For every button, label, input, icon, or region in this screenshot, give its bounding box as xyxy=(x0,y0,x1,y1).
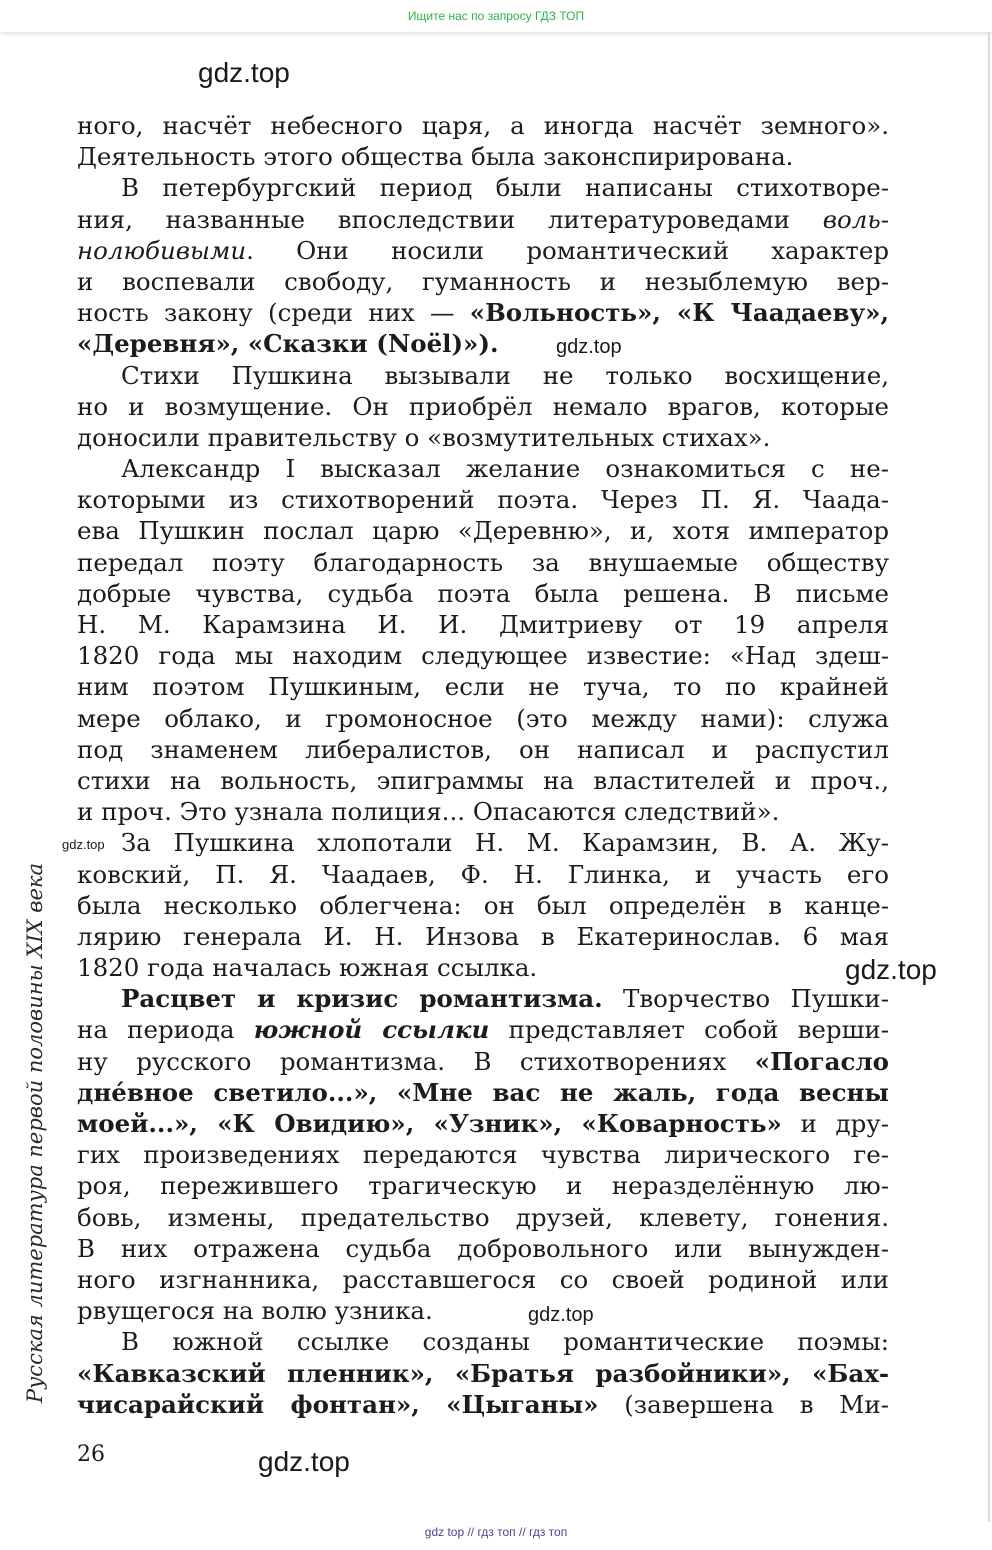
text-line: Расцвет и кризис романтизма. Творчество Пушки- xyxy=(121,984,889,1014)
text-line: на периода южной ссылки представляет собой верши- xyxy=(77,1015,889,1045)
text-line: 1820 года мы находим следующее известие: «Над здеш- xyxy=(77,641,889,671)
text-line: ева Пушкин послал царю «Деревню», и, хотя император xyxy=(77,516,889,546)
page-text xyxy=(77,110,889,1420)
text-line: бовь, измены, предательство друзей, клевету, гонения. xyxy=(77,1202,889,1232)
text-line: нолюбивыми. Они носили романтический характер xyxy=(77,235,889,265)
text-line: «Деревня», «Сказки (Noël)»). xyxy=(77,329,499,359)
text-line: моей...», «К Овидию», «Узник», «Коварность» и дру- xyxy=(77,1109,889,1138)
text-line: лярию генерала И. Н. Инзова в Екатеринослав. 6 мая xyxy=(77,921,889,951)
text-line: мере облако, и громоносное (это между нами): служа xyxy=(77,703,889,733)
text-line: Н. М. Карамзина И. И. Дмитриеву от 19 апреля xyxy=(77,610,889,639)
text-line: ного изгнанника, расставшегося со своей родиной или xyxy=(77,1264,889,1294)
text-line: Александр I высказал желание ознакомиться с не- xyxy=(121,454,889,484)
text-line: В них отражена судьба добровольного или вынужден- xyxy=(77,1233,889,1263)
text-line: передал поэту благодарность за внушаемые обществу xyxy=(77,547,889,577)
text-line: ним поэтом Пушкиным, если не туча, то по крайней xyxy=(77,672,889,702)
text-line: За Пушкина хлопотали Н. М. Карамзин, В. А. Жу- xyxy=(121,828,889,858)
text-line: добрые чувства, судьба поэта была решена. В письме xyxy=(77,578,889,608)
watermark: gdz.top xyxy=(258,1446,350,1477)
watermark: gdz.top xyxy=(556,336,622,358)
watermark: gdz.top xyxy=(198,57,290,88)
text-line: гих произведениях передаются чувства лирического ге- xyxy=(77,1140,889,1170)
text-line: рвущегося на волю узника. xyxy=(77,1296,433,1326)
text-line: ность закону (среди них — «Вольность», «К Чаадаеву», xyxy=(77,298,889,328)
text-line: но и возмущение. Он приобрёл немало врагов, которые xyxy=(77,391,889,421)
page-edge xyxy=(988,32,990,1522)
text-line: под знаменем либералистов, он написал и распустил xyxy=(77,734,889,764)
text-line: и воспевали свободу, гуманность и незыблемую вер- xyxy=(77,266,889,296)
text-line: «Кавказский пленник», «Братья разбойники», «Бах- xyxy=(77,1358,889,1388)
search-banner[interactable]: Ищите нас по запросу ГДЗ ТОП xyxy=(0,0,992,32)
text-line: Деятельность этого общества была законспирирована. xyxy=(77,142,794,172)
text-line: Стихи Пушкина вызывали не только восхищение, xyxy=(121,360,889,390)
text-line: была несколько облегчена: он был определён в канце- xyxy=(77,890,889,920)
text-line: В петербургский период были написаны стихотворе- xyxy=(121,173,889,203)
text-line: ковский, П. Я. Чаадаев, Ф. Н. Глинка, и участь его xyxy=(77,859,889,889)
running-head-section-title: Русская литература первой половины XIX века xyxy=(23,863,47,1403)
text-line: 1820 года началась южная ссылка. xyxy=(77,953,538,983)
watermark: gdz.top xyxy=(528,1304,594,1326)
text-line: днéвное светило...», «Мне вас не жаль, года весны xyxy=(77,1077,889,1107)
text-line: роя, пережившего трагическую и неразделённую лю- xyxy=(77,1171,889,1201)
text-line: ного, насчёт небесного царя, а иногда насчёт земного». xyxy=(77,111,889,140)
text-line: которыми из стихотворений поэта. Через П. Я. Чаада- xyxy=(77,485,889,515)
text-line: чисарайский фонтан», «Цыганы» (завершена в Ми- xyxy=(77,1389,889,1419)
text-line: В южной ссылке созданы романтические поэмы: xyxy=(121,1327,889,1357)
text-line: и проч. Это узнала полиция... Опасаются следствий». xyxy=(77,797,780,827)
footer-links[interactable]: gdz top // гдз топ // гдз топ xyxy=(424,1525,568,1539)
text-line: ну русского романтизма. В стихотворениях «Погасло xyxy=(77,1046,889,1076)
text-line: стихи на вольность, эпиграммы на властителей и проч., xyxy=(77,765,889,795)
page-number: 26 xyxy=(77,1442,105,1467)
watermark: gdz.top xyxy=(845,954,937,985)
text-line: ния, названные впоследствии литературоведами воль- xyxy=(77,204,889,234)
watermark: gdz.top xyxy=(62,837,105,852)
text-line: доносили правительству о «возмутительных стихах». xyxy=(77,422,771,452)
